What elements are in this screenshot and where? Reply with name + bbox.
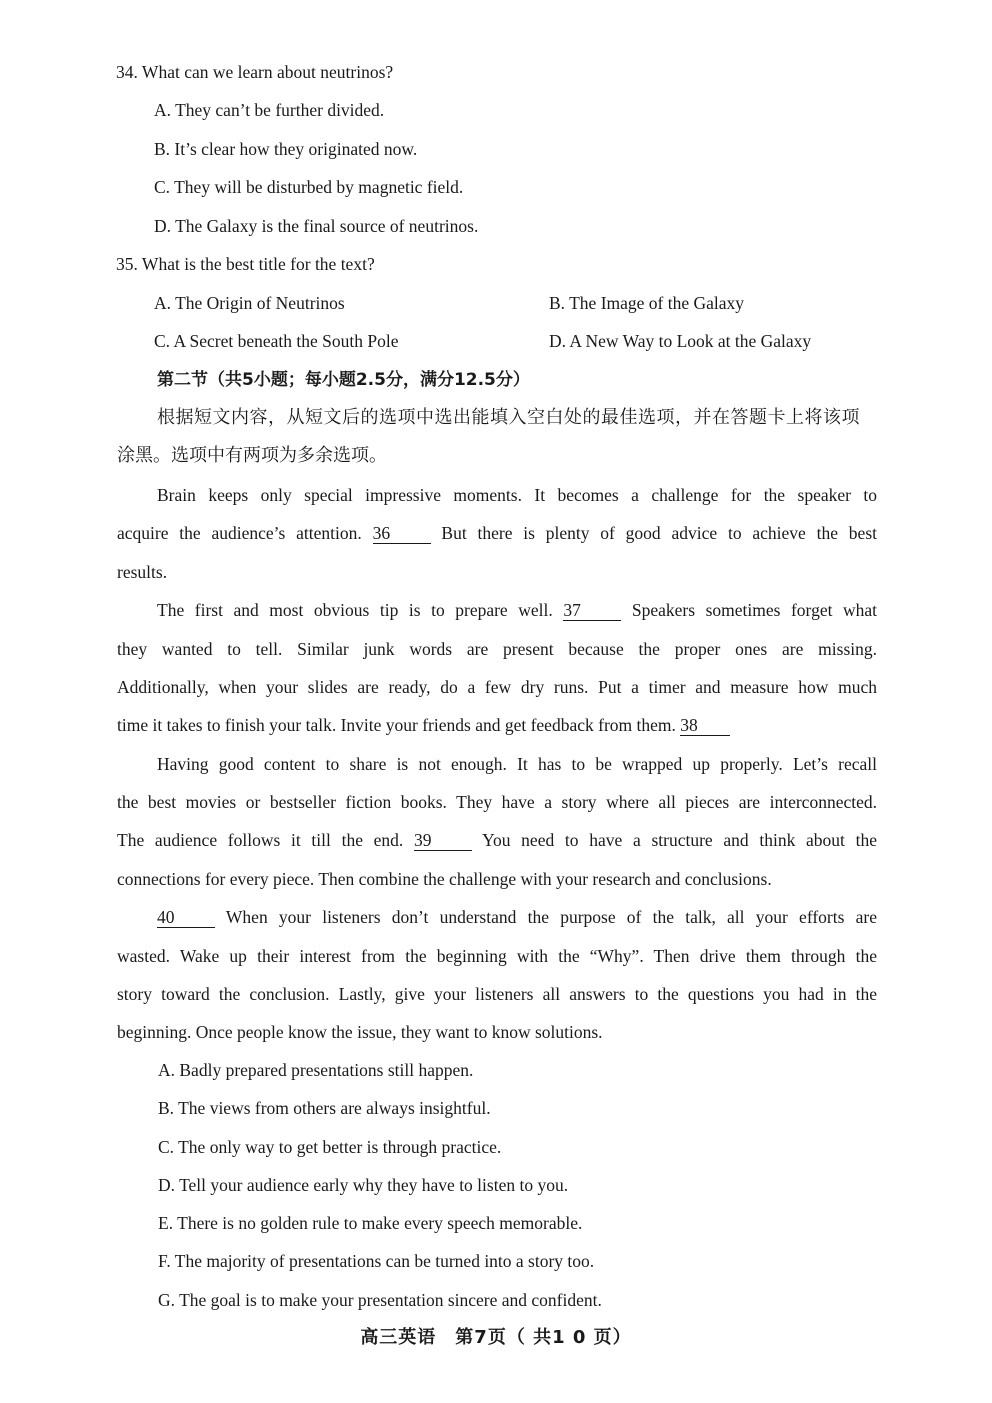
passage-text: Speakers sometimes forget what bbox=[631, 600, 878, 620]
question-34-option-c: C. They will be disturbed by magnetic field. bbox=[154, 177, 464, 197]
question-35-stem: 35. What is the best title for the text? bbox=[116, 254, 375, 274]
passage-p4-line-3: story toward the conclusion. Lastly, give your listeners all answers to the questions you had in the bbox=[117, 984, 877, 1004]
blank-40: 40 bbox=[157, 907, 215, 928]
passage-text: The audience follows it till the end. bbox=[117, 830, 404, 850]
blank-37: 37 bbox=[563, 600, 621, 621]
section-instruction-line-1: 根据短文内容，从短文后的选项中选出能填入空白处的最佳选项，并在答题卡上将该项 bbox=[157, 407, 860, 428]
question-35-option-d: D. A New Way to Look at the Galaxy bbox=[549, 331, 812, 351]
passage-p3-line-3 bbox=[117, 828, 877, 852]
section-instruction-line-2: 涂黑。选项中有两项为多余选项。 bbox=[117, 445, 387, 466]
choice-d: D. Tell your audience early why they have to listen to you. bbox=[158, 1175, 569, 1195]
page-footer: 高三英语 第7页（ 共1 0 页） bbox=[360, 1327, 632, 1348]
choice-e: E. There is no golden rule to make every speech memorable. bbox=[158, 1213, 583, 1233]
question-34-option-b: B. It’s clear how they originated now. bbox=[154, 139, 418, 159]
blank-36: 36 bbox=[373, 523, 431, 544]
passage-text: When your listeners don’t understand the purpose of the talk, all your efforts are bbox=[225, 907, 877, 927]
passage-p2-line-4 bbox=[117, 713, 877, 737]
passage-text: acquire the audience’s attention. bbox=[117, 523, 362, 543]
passage-p1-line-2 bbox=[117, 521, 877, 545]
passage-p1-line-1: Brain keeps only special impressive moments. It becomes a challenge for the speaker to bbox=[157, 485, 877, 505]
passage-p2-line-3: Additionally, when your slides are ready, do a few dry runs. Put a timer and measure how much bbox=[117, 677, 877, 697]
question-35-option-a: A. The Origin of Neutrinos bbox=[154, 293, 345, 313]
choice-f: F. The majority of presentations can be turned into a story too. bbox=[158, 1251, 595, 1271]
question-34-option-a: A. They can’t be further divided. bbox=[154, 100, 385, 120]
passage-p4-line-1 bbox=[157, 905, 877, 929]
passage-p3-line-1: Having good content to share is not enough. It has to be wrapped up properly. Let’s recall bbox=[157, 754, 877, 774]
passage-text: But there is plenty of good advice to achieve the best bbox=[441, 523, 878, 543]
choice-a: A. Badly prepared presentations still happen. bbox=[158, 1060, 474, 1080]
blank-39: 39 bbox=[414, 830, 472, 851]
passage-p4-line-2: wasted. Wake up their interest from the beginning with the “Why”. Then drive them through the bbox=[117, 946, 877, 966]
passage-text: The first and most obvious tip is to prepare well. bbox=[157, 600, 553, 620]
choice-g: G. The goal is to make your presentation sincere and confident. bbox=[158, 1290, 602, 1310]
section-heading: 第二节（共5小题；每小题2.5分，满分12.5分） bbox=[157, 370, 530, 390]
question-34-option-d: D. The Galaxy is the final source of neutrinos. bbox=[154, 216, 479, 236]
passage-p4-line-4: beginning. Once people know the issue, they want to know solutions. bbox=[117, 1022, 603, 1042]
passage-p2-line-2: they wanted to tell. Similar junk words are present because the proper ones are missing. bbox=[117, 639, 877, 659]
passage-p3-line-2: the best movies or bestseller fiction books. They have a story where all pieces are interconnected. bbox=[117, 792, 877, 812]
question-34-stem: 34. What can we learn about neutrinos? bbox=[116, 62, 394, 82]
passage-p3-line-4: connections for every piece. Then combine the challenge with your research and conclusions. bbox=[117, 869, 772, 889]
passage-p1-line-3: results. bbox=[117, 562, 168, 582]
blank-38: 38 bbox=[680, 715, 730, 736]
passage-text: time it takes to finish your talk. Invite your friends and get feedback from them. bbox=[117, 715, 676, 735]
choice-b: B. The views from others are always insightful. bbox=[158, 1098, 491, 1118]
choice-c: C. The only way to get better is through practice. bbox=[158, 1137, 502, 1157]
passage-text: You need to have a structure and think about the bbox=[482, 830, 877, 850]
passage-p2-line-1 bbox=[157, 598, 877, 622]
question-35-option-c: C. A Secret beneath the South Pole bbox=[154, 331, 399, 351]
question-35-option-b: B. The Image of the Galaxy bbox=[549, 293, 745, 313]
